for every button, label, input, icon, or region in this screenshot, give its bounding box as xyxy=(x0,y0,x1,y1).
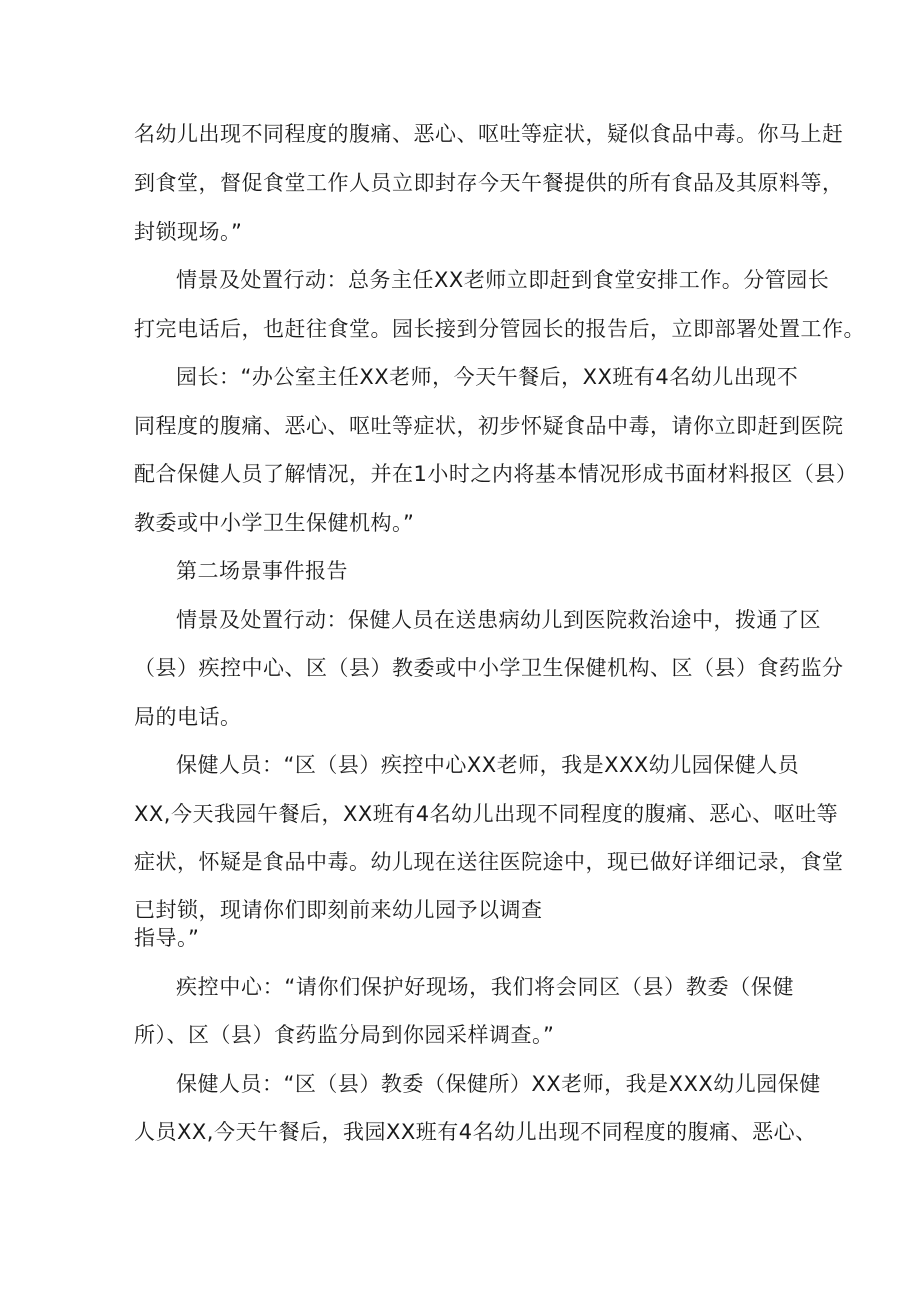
section-heading: 第二场景事件报告 xyxy=(176,559,348,583)
paragraph-first-line: 保健人员：“区（县）疾控中心XX老师，我是XXX幼儿园保健人员 xyxy=(176,753,800,777)
paragraph-first-line: 情景及处置行动：总务主任XX老师立即赶到食堂安排工作。分管园长 xyxy=(176,268,830,292)
paragraph-first-line: 保健人员：“区（县）教委（保健所）XX老师，我是XXX幼儿园保健 xyxy=(176,1072,821,1096)
paragraph-first-line: 疾控中心：“请你们保护好现场，我们将会同区（县）教委（保健 xyxy=(176,975,794,999)
paragraph-first-line: 园长：“办公室主任XX老师，今天午餐后，XX班有4名幼儿出现不 xyxy=(176,365,799,389)
text-line: 症状，怀疑是食品中毒。幼儿现在送往医院途中，现已做好详细记录，食堂 xyxy=(134,850,844,874)
text-line: 配合保健人员了解情况，并在1小时之内将基本情况形成书面材料报区（县） xyxy=(134,462,858,486)
text-line: 封锁现场。” xyxy=(134,220,243,244)
text-line: 指导。” xyxy=(134,926,200,950)
text-line: 人员XX,今天午餐后，我园XX班有4名幼儿出现不同程度的腹痛、恶心、 xyxy=(134,1120,817,1144)
text-line: 到食堂，督促食堂工作人员立即封存今天午餐提供的所有食品及其原料等， xyxy=(134,171,844,195)
text-line: 已封锁，现请你们即刻前来幼儿园予以调查 xyxy=(134,898,543,922)
text-line: 所）、区（县）食药监分局到你园采样调查。” xyxy=(134,1023,555,1047)
text-line: 同程度的腹痛、恶心、呕吐等症状，初步怀疑食品中毒，请你立即赶到医院 xyxy=(134,414,844,438)
text-line: 名幼儿出现不同程度的腹痛、恶心、呕吐等症状，疑似食品中毒。你马上赶 xyxy=(134,122,844,146)
text-line: XX,今天我园午餐后，XX班有4名幼儿出现不同程度的腹痛、恶心、呕吐等 xyxy=(134,802,839,826)
paragraph-first-line: 情景及处置行动：保健人员在送患病幼儿到医院救治途中，拨通了区 xyxy=(176,608,821,632)
text-line: （县）疾控中心、区（县）教委或中小学卫生保健机构、区（县）食药监分 xyxy=(134,656,844,680)
text-line: 局的电话。 xyxy=(134,705,242,729)
text-line: 打完电话后，也赶往食堂。园长接到分管园长的报告后，立即部署处置工作。 xyxy=(134,317,865,341)
text-line: 教委或中小学卫生保健机构。” xyxy=(134,511,415,535)
